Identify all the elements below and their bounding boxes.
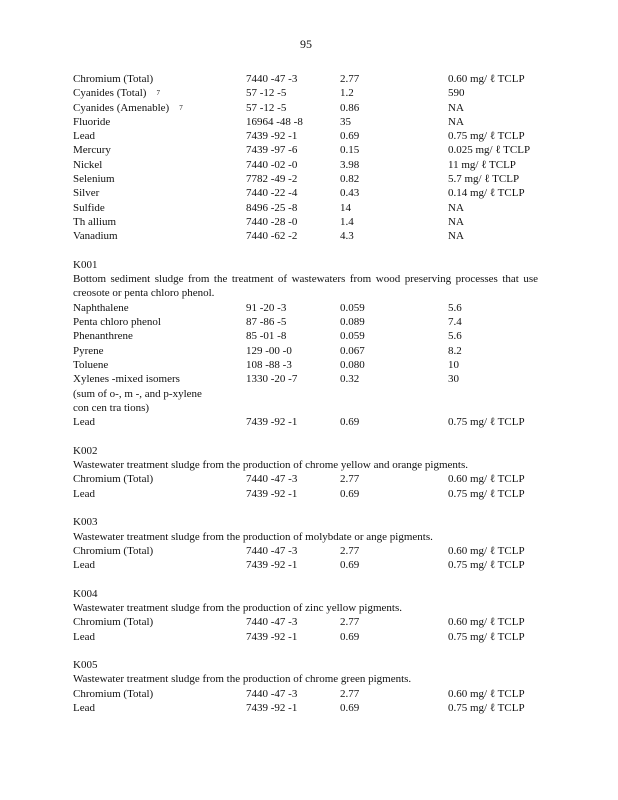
- standard-value: 0.75 mg/ ℓ TCLP: [448, 702, 525, 715]
- constituent-name: Sulfide: [73, 201, 105, 214]
- concentration-value: 4.3: [340, 230, 354, 243]
- constituent-name: Naphthalene: [73, 301, 129, 314]
- constituent-name: Chromium (Total): [73, 544, 154, 557]
- cas-number: 87 -86 -5: [246, 316, 287, 329]
- concentration-value: 0.86: [340, 101, 360, 114]
- concentration-value: 0.059: [340, 330, 365, 343]
- cas-number: 7439 -92 -1: [246, 416, 298, 429]
- cas-number: 108 -88 -3: [246, 358, 292, 371]
- table-row: [73, 344, 538, 358]
- constituent-name: Pyrene: [73, 344, 104, 357]
- concentration-value: 2.77: [340, 544, 360, 557]
- standard-value: 30: [448, 373, 459, 386]
- constituent-name: Lead: [73, 416, 95, 429]
- waste-code-sections: [73, 244, 538, 716]
- table-row: [73, 358, 538, 372]
- waste-code: K001: [73, 258, 98, 271]
- table-row: [73, 72, 538, 86]
- page-number: 95: [300, 37, 312, 51]
- constituent-name: Cyanides (Amenable) 7: [73, 101, 183, 114]
- standard-value: 0.025 mg/ ℓ TCLP: [448, 144, 531, 157]
- concentration-value: 0.69: [340, 416, 360, 429]
- standard-value: NA: [448, 215, 464, 228]
- constituent-name: con cen tra tions): [73, 401, 150, 414]
- standard-value: 11 mg/ ℓ TCLP: [448, 158, 516, 171]
- table-row: [73, 215, 538, 229]
- table-row: [73, 630, 538, 644]
- concentration-value: 0.69: [340, 559, 360, 572]
- table-row: [73, 701, 538, 715]
- cas-number: 7440 -47 -3: [246, 473, 298, 486]
- waste-section-k003: [73, 501, 538, 572]
- footnote-marker: 7: [156, 89, 160, 98]
- cas-number: 7440 -22 -4: [246, 187, 298, 200]
- constituent-name: Vanadium: [73, 230, 118, 243]
- constituent-table-continued: [73, 72, 538, 244]
- table-row: [73, 201, 538, 215]
- cas-number: 7440 -28 -0: [246, 215, 298, 228]
- concentration-value: 0.32: [340, 373, 360, 386]
- waste-description: Wastewater treatment sludge from the production of molybdate or ange pigments.: [73, 530, 433, 543]
- standard-value: 5.6: [448, 330, 462, 343]
- table-row: [73, 172, 538, 186]
- concentration-value: 2.77: [340, 473, 360, 486]
- standard-value: 5.6: [448, 301, 462, 314]
- constituent-name: Mercury: [73, 144, 111, 157]
- concentration-value: 2.77: [340, 687, 360, 700]
- waste-section-k004: [73, 572, 538, 643]
- constituent-name: Xylenes -mixed isomers: [73, 373, 180, 386]
- table-row: [73, 129, 538, 143]
- waste-code: K004: [73, 587, 98, 600]
- standard-value: 0.60 mg/ ℓ TCLP: [448, 616, 525, 629]
- cas-number: 7439 -92 -1: [246, 559, 298, 572]
- table-row: [73, 387, 538, 401]
- concentration-value: 0.69: [340, 130, 360, 143]
- waste-code: K002: [73, 444, 98, 457]
- standard-value: 10: [448, 358, 459, 371]
- constituent-name: Lead: [73, 130, 95, 143]
- cas-number: 7440 -02 -0: [246, 158, 298, 171]
- standard-value: 0.60 mg/ ℓ TCLP: [448, 544, 525, 557]
- waste-code: K003: [73, 516, 98, 529]
- constituent-name: Toluene: [73, 358, 109, 371]
- concentration-value: 0.089: [340, 316, 365, 329]
- standard-value: 0.75 mg/ ℓ TCLP: [448, 487, 525, 500]
- table-row: [73, 544, 538, 558]
- table-row: [73, 101, 538, 115]
- concentration-value: 0.43: [340, 187, 360, 200]
- cas-number: 57 -12 -5: [246, 101, 287, 114]
- constituent-name: Lead: [73, 487, 95, 500]
- concentration-value: 35: [340, 115, 351, 128]
- constituent-name: Penta chloro phenol: [73, 316, 161, 329]
- table-row: [73, 372, 538, 386]
- waste-section-k002: [73, 429, 538, 500]
- constituent-name: Selenium: [73, 173, 115, 186]
- concentration-value: 0.69: [340, 630, 360, 643]
- concentration-value: 0.69: [340, 487, 360, 500]
- standard-value: NA: [448, 201, 464, 214]
- constituent-name: Fluoride: [73, 115, 111, 128]
- table-row: [73, 329, 538, 343]
- waste-description: Wastewater treatment sludge from the production of chrome yellow and orange pigments.: [73, 459, 468, 472]
- concentration-value: 0.067: [340, 344, 365, 357]
- cas-number: 57 -12 -5: [246, 87, 287, 100]
- standard-value: NA: [448, 101, 464, 114]
- table-row: [73, 472, 538, 486]
- cas-number: 129 -00 -0: [246, 344, 292, 357]
- table-row: [73, 615, 538, 629]
- constituent-name: Lead: [73, 702, 95, 715]
- table-row: [73, 315, 538, 329]
- constituent-name: Nickel: [73, 158, 103, 171]
- standard-value: NA: [448, 115, 464, 128]
- cas-number: 16964 -48 -8: [246, 115, 303, 128]
- waste-description: Wastewater treatment sludge from the production of chrome green pigments.: [73, 673, 412, 686]
- waste-description: Wastewater treatment sludge from the production of zinc yellow pigments.: [73, 601, 403, 614]
- standard-value: 0.14 mg/ ℓ TCLP: [448, 187, 525, 200]
- constituent-name: Lead: [73, 559, 95, 572]
- table-row: [73, 86, 538, 100]
- standard-value: 8.2: [448, 344, 462, 357]
- constituent-name: Phenanthrene: [73, 330, 133, 343]
- document-body: [73, 72, 538, 715]
- standard-value: 590: [448, 87, 465, 100]
- standard-value: NA: [448, 230, 464, 243]
- constituent-name: Cyanides (Total) 7: [73, 87, 160, 100]
- cas-number: 7439 -92 -1: [246, 630, 298, 643]
- concentration-value: 3.98: [340, 158, 360, 171]
- cas-number: 7439 -92 -1: [246, 130, 298, 143]
- concentration-value: 14: [340, 201, 351, 214]
- concentration-value: 2.77: [340, 616, 360, 629]
- constituent-name: Silver: [73, 187, 100, 200]
- table-row: [73, 186, 538, 200]
- waste-section-k001: [73, 244, 538, 430]
- constituent-name: Chromium (Total): [73, 687, 154, 700]
- table-row: [73, 301, 538, 315]
- concentration-value: 1.2: [340, 87, 354, 100]
- constituent-name: (sum of o-, m -, and p-xylene: [73, 387, 202, 400]
- constituent-name: Chromium (Total): [73, 473, 154, 486]
- standard-value: 0.75 mg/ ℓ TCLP: [448, 630, 525, 643]
- cas-number: 7440 -47 -3: [246, 544, 298, 557]
- table-row: [73, 229, 538, 243]
- cas-number: 7782 -49 -2: [246, 173, 298, 186]
- standard-value: 0.60 mg/ ℓ TCLP: [448, 73, 525, 85]
- concentration-value: 1.4: [340, 215, 354, 228]
- standard-value: 5.7 mg/ ℓ TCLP: [448, 173, 520, 186]
- table-row: [73, 415, 538, 429]
- table-row: [73, 115, 538, 129]
- concentration-value: 0.15: [340, 144, 360, 157]
- cas-number: 85 -01 -8: [246, 330, 287, 343]
- standard-value: 0.60 mg/ ℓ TCLP: [448, 473, 525, 486]
- concentration-value: 0.69: [340, 702, 360, 715]
- table-row: [73, 558, 538, 572]
- cas-number: 7440 -47 -3: [246, 616, 298, 629]
- constituent-name: Lead: [73, 630, 95, 643]
- standard-value: 0.75 mg/ ℓ TCLP: [448, 130, 525, 143]
- table-row: [73, 401, 538, 415]
- concentration-value: 0.080: [340, 358, 365, 371]
- table-row: [73, 487, 538, 501]
- table-row: [73, 158, 538, 172]
- cas-number: 7439 -92 -1: [246, 702, 298, 715]
- standard-value: 0.60 mg/ ℓ TCLP: [448, 687, 525, 700]
- waste-code: K005: [73, 659, 98, 672]
- constituent-name: Th allium: [73, 215, 117, 228]
- cas-number: 7440 -62 -2: [246, 230, 298, 243]
- constituent-name: Chromium (Total): [73, 73, 154, 85]
- concentration-value: 2.77: [340, 73, 360, 85]
- standard-value: 7.4: [448, 316, 462, 329]
- cas-number: 7440 -47 -3: [246, 687, 298, 700]
- standard-value: 0.75 mg/ ℓ TCLP: [448, 416, 525, 429]
- standard-value: 0.75 mg/ ℓ TCLP: [448, 559, 525, 572]
- concentration-value: 0.82: [340, 173, 360, 186]
- constituent-name: Chromium (Total): [73, 616, 154, 629]
- cas-number: 7439 -97 -6: [246, 144, 298, 157]
- cas-number: 91 -20 -3: [246, 301, 287, 314]
- cas-number: 7440 -47 -3: [246, 73, 298, 85]
- table-row: [73, 143, 538, 157]
- waste-section-k005: [73, 644, 538, 715]
- concentration-value: 0.059: [340, 301, 365, 314]
- cas-number: 1330 -20 -7: [246, 373, 298, 386]
- footnote-marker: 7: [179, 103, 183, 112]
- cas-number: 8496 -25 -8: [246, 201, 298, 214]
- cas-number: 7439 -92 -1: [246, 487, 298, 500]
- table-row: [73, 687, 538, 701]
- waste-description: Bottom sediment sludge from the treatment of wastewaters from wood preserving processes that use creosote or penta chloro phenol.: [73, 273, 538, 300]
